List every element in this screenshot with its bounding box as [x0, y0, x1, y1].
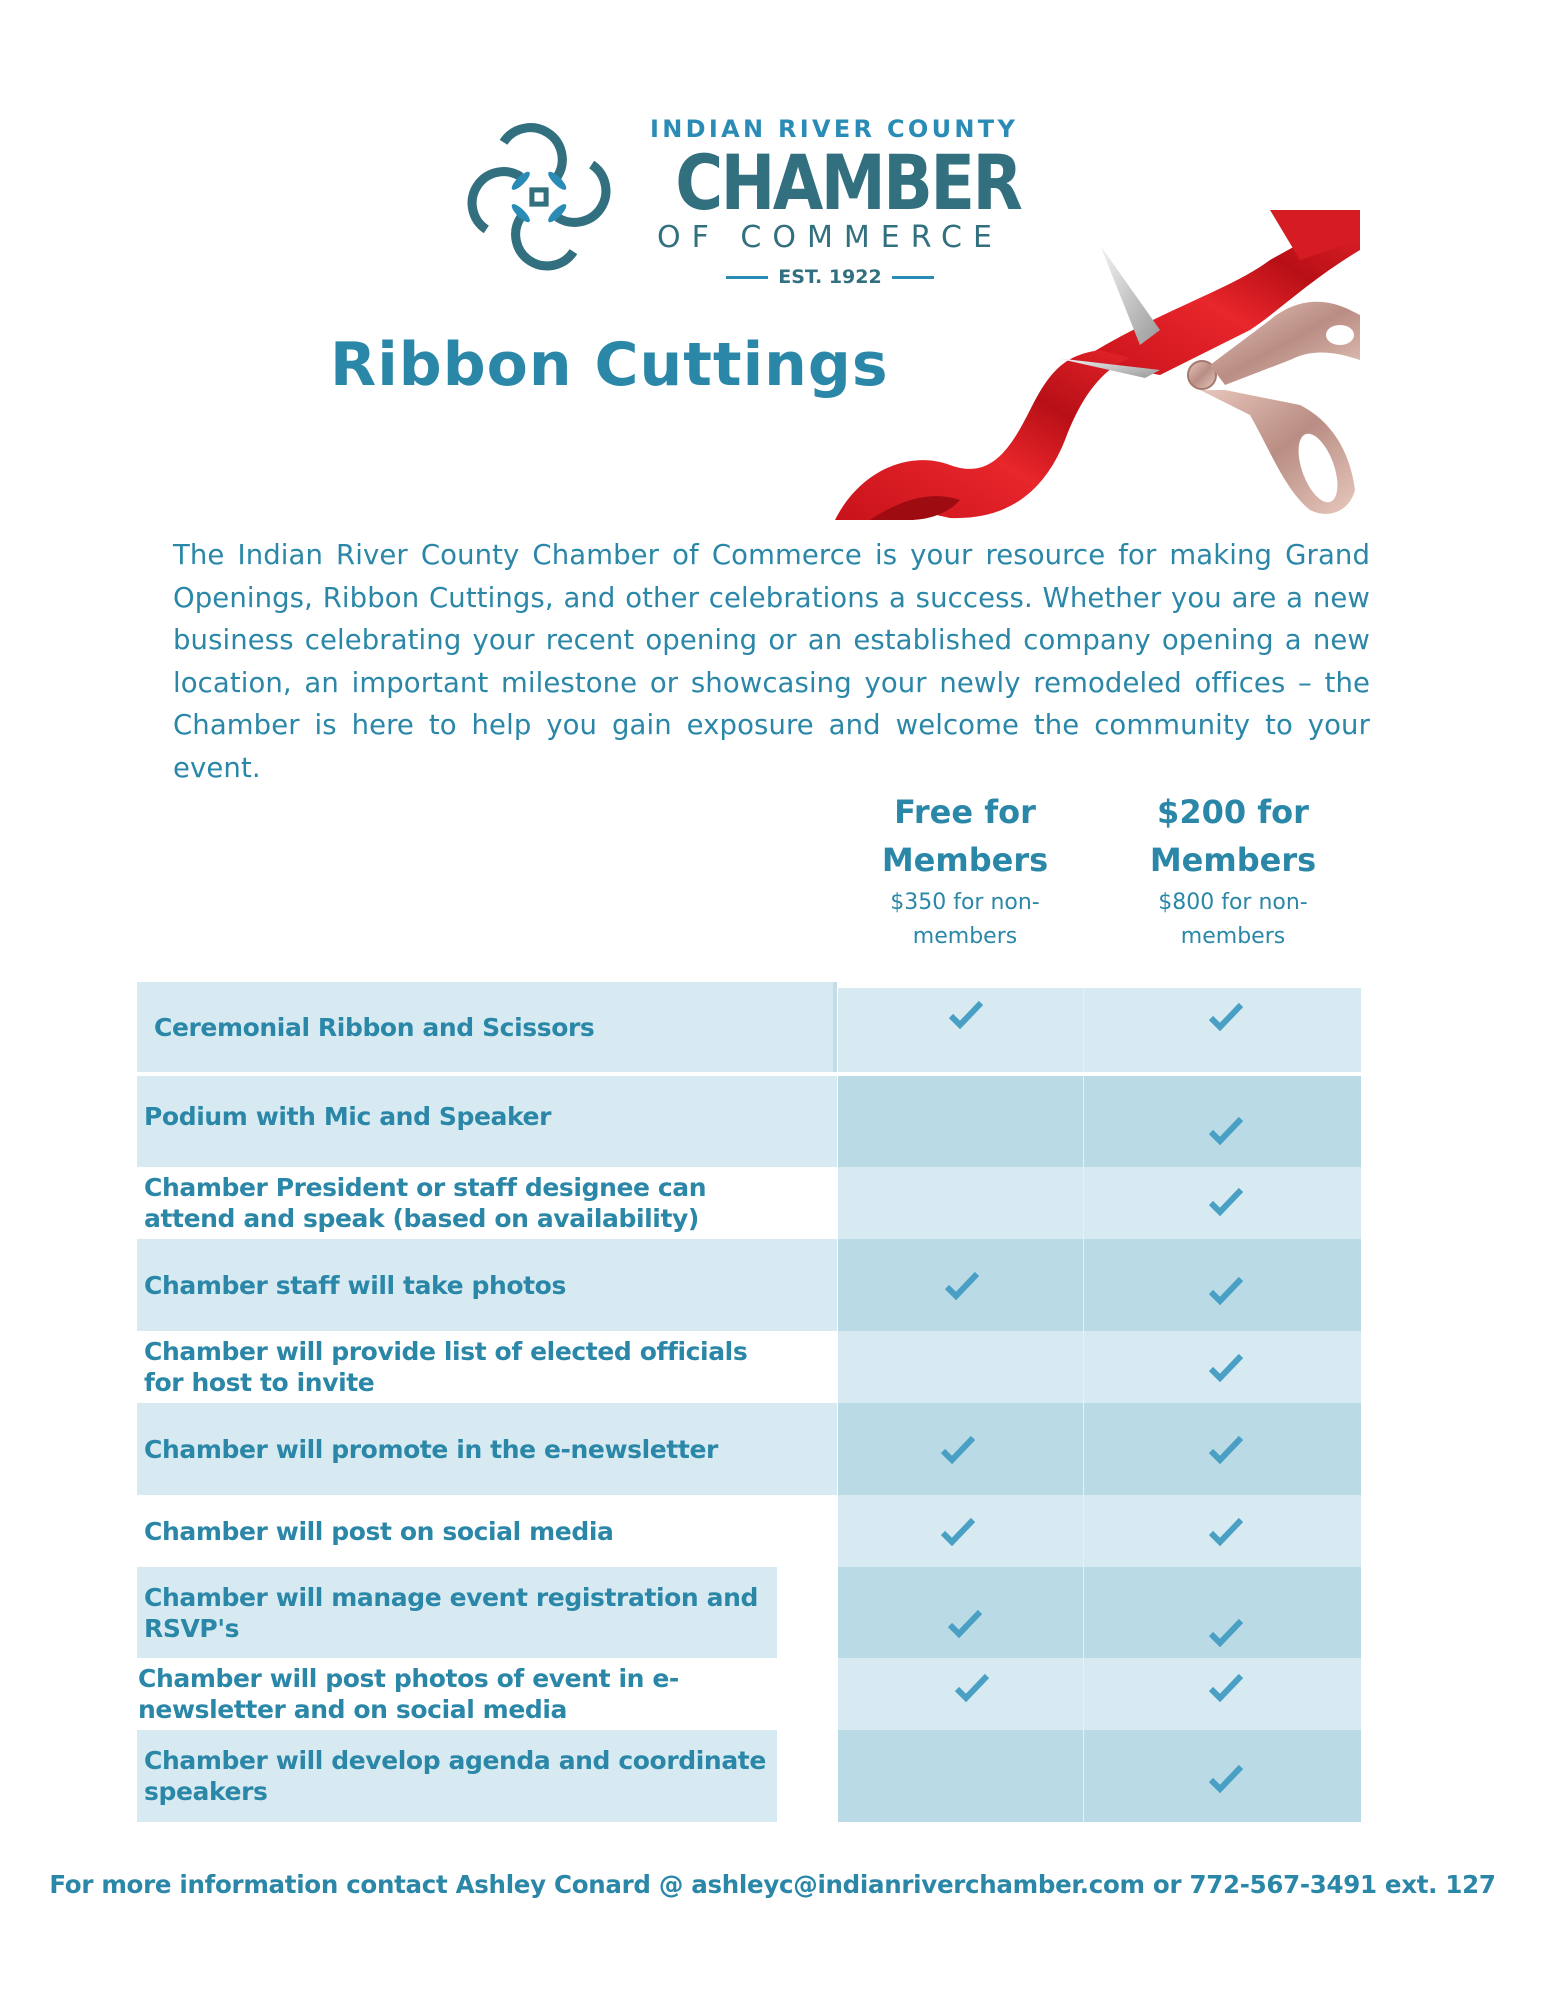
- package-price-line: Free for: [894, 793, 1036, 831]
- nonmember-price-line: members: [1180, 924, 1286, 949]
- feature-label: Ceremonial Ribbon and Scissors: [137, 982, 837, 1072]
- free-package-cell: [838, 1730, 1084, 1822]
- checkmark-icon: [1209, 1517, 1243, 1547]
- intro-paragraph: The Indian River County Chamber of Commerce is your resource for making Grand Openings, Ribbon Cuttings, and other celebrations a success. Whether you are a new business celebrating your recent opening or an established company opening a new location, an important milestone or showcasing your newly remodeled offices – the Chamber is here to help you gain exposure and welcome the community to your event.: [173, 539, 1370, 784]
- checkmark-icon: [1209, 1276, 1243, 1306]
- paid-package-cell: [1084, 1495, 1361, 1567]
- checkmark-icon: [949, 1000, 983, 1030]
- table-row: [137, 982, 1361, 1072]
- package-price-line: Members: [881, 841, 1049, 879]
- package-header-paid: [1108, 788, 1358, 954]
- free-package-cell: [838, 1403, 1084, 1495]
- checkmark-icon: [1209, 1618, 1243, 1648]
- package-nonmember-price: [840, 886, 1090, 954]
- free-package-cell: [838, 1076, 1084, 1167]
- nonmember-price-line: $800 for non-: [1158, 890, 1308, 915]
- feature-label: Chamber will post photos of event in e-newsletter and on social media: [137, 1658, 697, 1730]
- paid-package-cell: [1084, 1730, 1361, 1822]
- feature-label: Chamber staff will take photos: [137, 1239, 837, 1331]
- paid-package-cell: [1084, 1403, 1361, 1495]
- feature-label: Chamber will manage event registration and RSVP's: [137, 1567, 777, 1658]
- feature-label: Podium with Mic and Speaker: [137, 1076, 837, 1167]
- free-package-cell: [838, 1167, 1084, 1239]
- paid-package-cell: [1084, 1076, 1361, 1167]
- logo-of-commerce: OF COMMERCE: [657, 220, 1003, 255]
- checkmark-icon: [1209, 1764, 1243, 1794]
- checkmark-icon: [1209, 1353, 1243, 1383]
- nonmember-price-line: $350 for non-: [890, 890, 1040, 915]
- logo-chamber: CHAMBER: [675, 138, 1021, 227]
- nonmember-price-line: members: [912, 924, 1018, 949]
- table-row: [137, 1076, 1361, 1167]
- paid-package-cell: [1084, 1567, 1361, 1658]
- divider: [726, 276, 768, 279]
- package-price: [1108, 788, 1358, 884]
- table-row: [137, 1658, 1361, 1730]
- feature-label: Chamber will develop agenda and coordinate speakers: [137, 1730, 777, 1822]
- checkmark-icon: [945, 1271, 979, 1301]
- contact-footer: For more information contact Ashley Conard @ ashleyc@indianriverchamber.com or 772-567-3491 ext. 127: [49, 1870, 1496, 1899]
- table-row: [137, 1495, 1361, 1567]
- checkmark-icon: [941, 1517, 975, 1547]
- checkmark-icon: [941, 1435, 975, 1465]
- free-package-cell: [838, 988, 1084, 1072]
- paid-package-cell: [1084, 1239, 1361, 1331]
- package-price-line: $200 for: [1157, 793, 1309, 831]
- paid-package-cell: [1084, 1658, 1361, 1730]
- table-row: [137, 1239, 1361, 1331]
- package-header-free: [840, 788, 1090, 954]
- checkmark-icon: [1209, 1002, 1243, 1032]
- free-package-cell: [838, 1239, 1084, 1331]
- logo-est-text: EST. 1922: [778, 266, 882, 288]
- checkmark-icon: [1209, 1187, 1243, 1217]
- chamber-logo-icon: [458, 116, 620, 278]
- checkmark-icon: [1209, 1673, 1243, 1703]
- ribbon-scissors-image: [830, 200, 1360, 520]
- package-nonmember-price: [1108, 886, 1358, 954]
- page-title: Ribbon Cuttings: [330, 330, 889, 400]
- feature-label: Chamber will provide list of elected officials for host to invite: [137, 1331, 757, 1403]
- checkmark-icon: [948, 1609, 982, 1639]
- table-row: [137, 1167, 1361, 1239]
- table-row: [137, 1403, 1361, 1495]
- table-row: [137, 1567, 1361, 1658]
- checkmark-icon: [955, 1673, 989, 1703]
- checkmark-icon: [1209, 1116, 1243, 1146]
- paid-package-cell: [1084, 1331, 1361, 1403]
- paid-package-cell: [1084, 1167, 1361, 1239]
- feature-label: Chamber President or staff designee can attend and speak (based on availability): [137, 1167, 797, 1239]
- free-package-cell: [838, 1567, 1084, 1658]
- table-row: [137, 1331, 1361, 1403]
- checkmark-icon: [1209, 1435, 1243, 1465]
- free-package-cell: [838, 1331, 1084, 1403]
- table-row: [137, 1730, 1361, 1822]
- free-package-cell: [838, 1495, 1084, 1567]
- feature-label: Chamber will post on social media: [137, 1495, 837, 1567]
- package-price: [840, 788, 1090, 884]
- free-package-cell: [838, 1658, 1084, 1730]
- paid-package-cell: [1084, 988, 1361, 1072]
- feature-label: Chamber will promote in the e-newsletter: [137, 1403, 837, 1495]
- logo-county: INDIAN RIVER COUNTY: [650, 115, 1019, 143]
- package-price-line: Members: [1149, 841, 1317, 879]
